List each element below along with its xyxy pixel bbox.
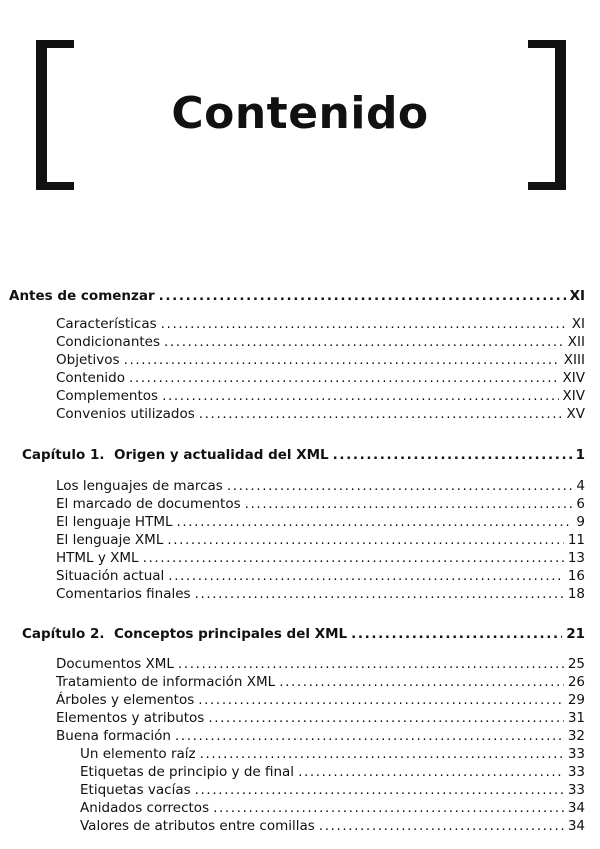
toc-entry[interactable]: Comentarios finales ..... 18: [56, 585, 585, 603]
toc-entry[interactable]: Elementos y atributos ..... 31: [56, 709, 585, 727]
toc-entry[interactable]: Los lenguajes de marcas ..... 4: [56, 477, 585, 495]
toc-page-number: XI: [569, 288, 585, 304]
toc-chapter-2[interactable]: [22, 625, 585, 643]
toc-entry[interactable]: Contenido ..... XIV: [56, 369, 585, 387]
toc-section-intro[interactable]: [9, 287, 585, 305]
toc-subentry[interactable]: Un elemento raíz ..... 33: [80, 745, 585, 763]
toc-entry[interactable]: Objetivos ..... XIII: [56, 351, 585, 369]
toc-chapter-title: Origen y actualidad del XML: [114, 447, 329, 463]
toc-entry[interactable]: Condicionantes ..... XII: [56, 333, 585, 351]
toc-subentry[interactable]: Anidados correctos ..... 34: [80, 799, 585, 817]
toc-entry[interactable]: El lenguaje XML ..... 11: [56, 531, 585, 549]
toc-entry[interactable]: Convenios utilizados ..... XV: [56, 405, 585, 423]
toc-subentry[interactable]: Etiquetas de principio y de final ..... 33: [80, 763, 585, 781]
toc-page-number: 21: [566, 626, 585, 642]
toc-section-title: Antes de comenzar: [9, 288, 155, 304]
toc-entry[interactable]: Situación actual ..... 16: [56, 567, 585, 585]
toc-chapter-number: Capítulo 1.: [22, 447, 105, 463]
toc-entry[interactable]: El marcado de documentos ..... 6: [56, 495, 585, 513]
page-title: Contenido: [171, 88, 429, 139]
toc-entry[interactable]: Complementos ..... XIV: [56, 387, 585, 405]
toc-chapter-title: Conceptos principales del XML: [114, 626, 348, 642]
toc-page-number: 1: [575, 447, 585, 463]
toc-entry[interactable]: Documentos XML ..... 25: [56, 655, 585, 673]
toc-entry[interactable]: El lenguaje HTML ..... 9: [56, 513, 585, 531]
toc-subentry[interactable]: Valores de atributos entre comillas ..... 34: [80, 817, 585, 835]
toc-subentry[interactable]: Etiquetas vacías ..... 33: [80, 781, 585, 799]
toc-entry[interactable]: Tratamiento de información XML ..... 26: [56, 673, 585, 691]
toc-entry[interactable]: Árboles y elementos ..... 29: [56, 691, 585, 709]
toc-entry[interactable]: Características ..... XI: [56, 315, 585, 333]
toc-chapter-number: Capítulo 2.: [22, 626, 105, 642]
toc-entry[interactable]: Buena formación ..... 32: [56, 727, 585, 745]
toc-entry[interactable]: HTML y XML ..... 13: [56, 549, 585, 567]
toc-chapter-1[interactable]: [22, 446, 585, 464]
